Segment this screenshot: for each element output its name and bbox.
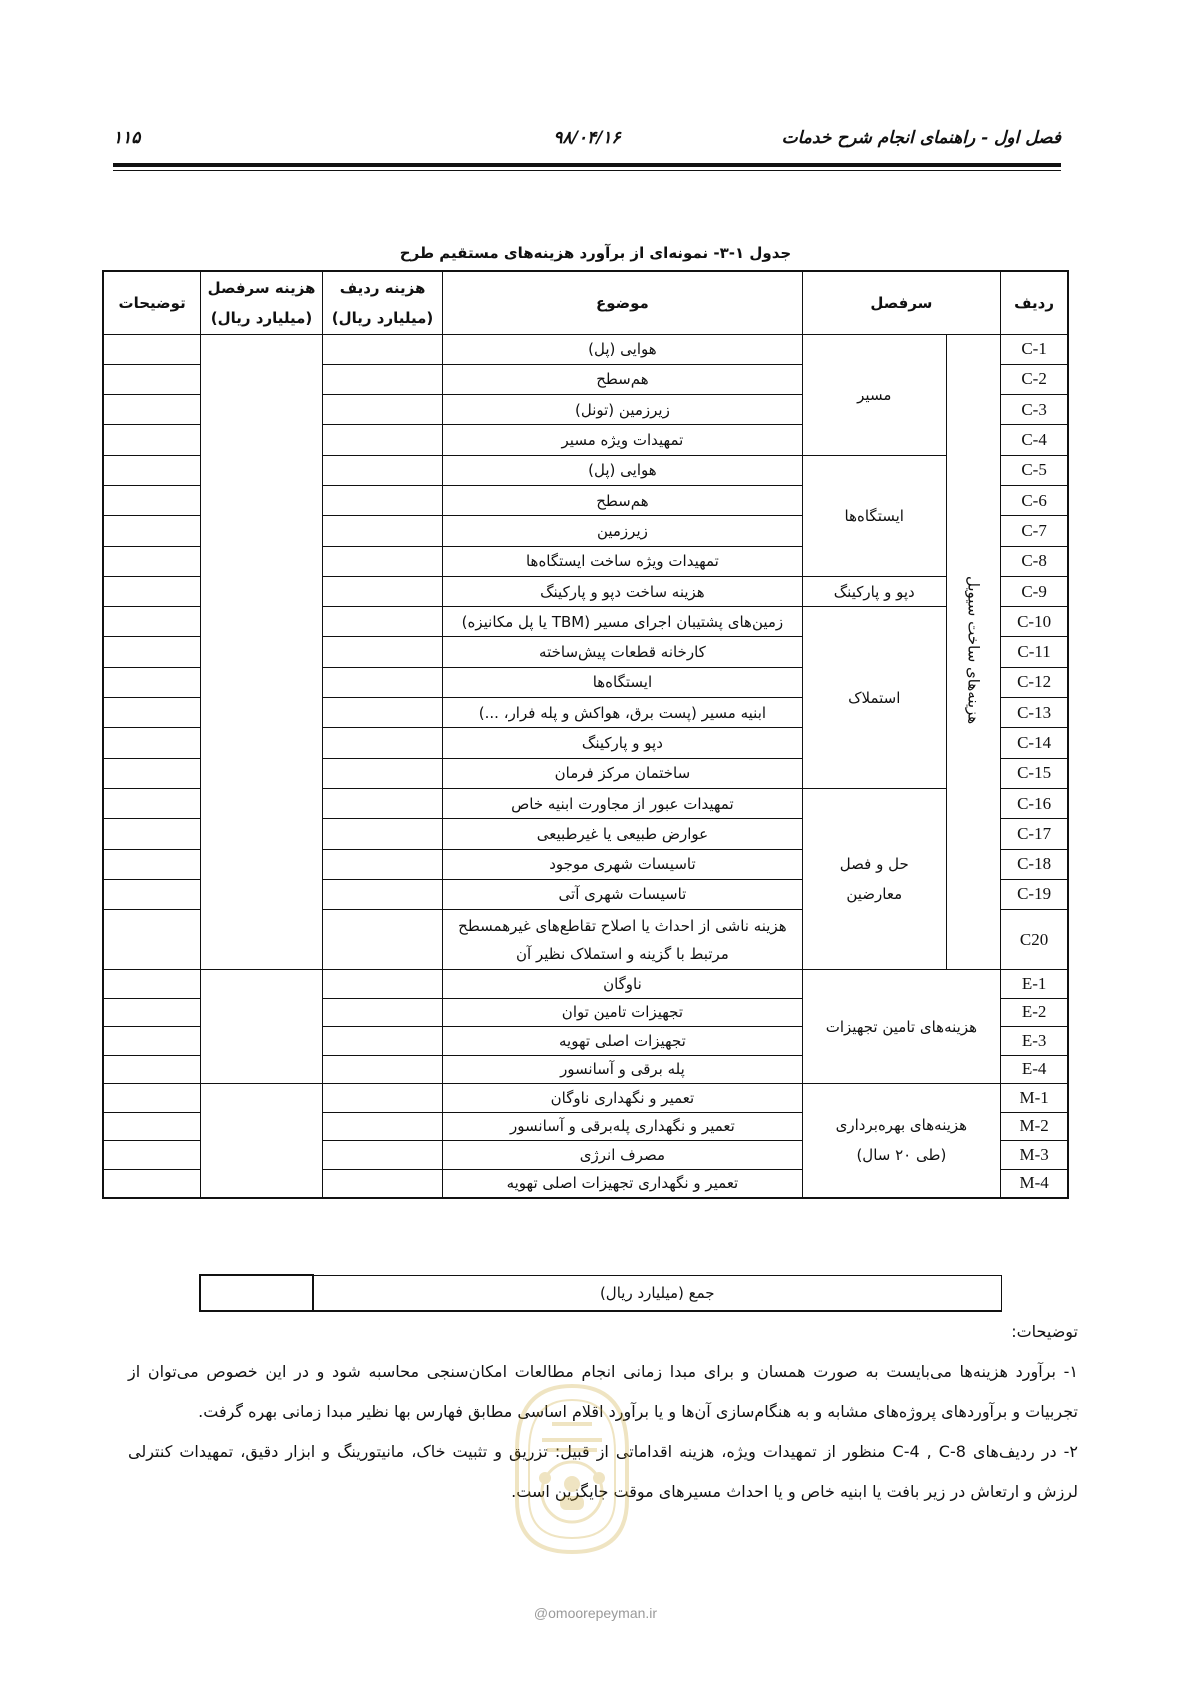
row-subject: ابنیه مسیر (پست برق، هواکش و پله فرار، ...) — [443, 698, 802, 728]
row-code: C-4 — [1001, 425, 1068, 455]
row-cost-cell — [322, 576, 442, 606]
row-subject: دپو و پارکینگ — [443, 728, 802, 758]
section-cell: هزینه‌های بهره‌برداری (طی ۲۰ سال) — [802, 1084, 1001, 1198]
row-cost-cell — [322, 425, 442, 455]
row-cost-cell — [322, 395, 442, 425]
row-cost-cell — [322, 849, 442, 879]
header-sarfasl: سرفصل — [802, 271, 1001, 334]
table-row — [103, 970, 1068, 999]
row-cost-cell — [322, 485, 442, 515]
row-cost-cell — [322, 607, 442, 637]
row-code: C-13 — [1001, 698, 1068, 728]
header-mozoo: موضوع — [443, 271, 802, 334]
notes-cell — [103, 516, 201, 546]
notes-cell — [103, 485, 201, 515]
total-row — [200, 1275, 1001, 1311]
row-subject: تجهیزات تامین توان — [443, 998, 802, 1027]
row-subject: هم‌سطح — [443, 485, 802, 515]
row-cost-cell — [322, 667, 442, 697]
row-subject: تمهیدات ویژه مسیر — [443, 425, 802, 455]
header-rule-thin — [113, 170, 1061, 171]
section-cell: ایستگاه‌ها — [802, 455, 946, 576]
row-cost-cell — [322, 364, 442, 394]
section-cell: استملاک — [802, 607, 946, 789]
row-cost-cell — [322, 637, 442, 667]
row-subject: هوایی (پل) — [443, 334, 802, 364]
row-cost-cell — [322, 698, 442, 728]
row-cost-cell — [322, 788, 442, 818]
row-cost-cell — [322, 455, 442, 485]
row-code: C-9 — [1001, 576, 1068, 606]
row-subject: کارخانه قطعات پیش‌ساخته — [443, 637, 802, 667]
row-code: C-16 — [1001, 788, 1068, 818]
row-subject: زیرزمین — [443, 516, 802, 546]
row-code: M-4 — [1001, 1169, 1068, 1198]
row-cost-cell — [322, 1084, 442, 1113]
row-subject: تعمیر و نگهداری پله‌برقی و آسانسور — [443, 1112, 802, 1141]
notes-cell — [103, 788, 201, 818]
row-subject: تجهیزات اصلی تهویه — [443, 1027, 802, 1056]
row-cost-cell — [322, 819, 442, 849]
row-cost-cell — [322, 1112, 442, 1141]
row-subject: تمهیدات عبور از مجاورت ابنیه خاص — [443, 788, 802, 818]
row-subject: هم‌سطح — [443, 364, 802, 394]
row-code: C-3 — [1001, 395, 1068, 425]
row-code: E-2 — [1001, 998, 1068, 1027]
notes-cell — [103, 849, 201, 879]
row-subject: ایستگاه‌ها — [443, 667, 802, 697]
row-subject: هزینه ناشی از احداث یا اصلاح تقاطع‌های غیرهمسطح مرتبط با گزینه و استملاک نظیر آن — [443, 910, 802, 970]
row-cost-cell — [322, 1169, 442, 1198]
header-radif: ردیف — [1001, 271, 1068, 334]
row-code: E-4 — [1001, 1055, 1068, 1084]
chapter-title: فصل اول - راهنمای انجام شرح خدمات — [781, 128, 1061, 148]
notes-cell — [103, 879, 201, 909]
notes-cell — [103, 1084, 201, 1113]
row-subject: هزینه ساخت دپو و پارکینگ — [443, 576, 802, 606]
row-subject: زمین‌های پشتیبان اجرای مسیر (TBM یا پل مکانیزه) — [443, 607, 802, 637]
row-code: C-19 — [1001, 879, 1068, 909]
row-subject: عوارض طبیعی یا غیرطبیعی — [443, 819, 802, 849]
row-cost-cell — [322, 516, 442, 546]
main-category-cell — [946, 334, 1000, 970]
row-cost-cell — [322, 970, 442, 999]
row-code: M-2 — [1001, 1112, 1068, 1141]
page-header — [113, 128, 1061, 152]
section-cell: حل و فصل معارضین — [802, 788, 946, 969]
watermark-url: @omoorepeyman.ir — [533, 1605, 658, 1621]
row-code: C-2 — [1001, 364, 1068, 394]
row-subject: ساختمان مرکز فرمان — [443, 758, 802, 788]
watermark-seal-icon — [497, 1380, 647, 1558]
table-row — [103, 1084, 1068, 1113]
notes-cell — [103, 1169, 201, 1198]
section-cost-cell — [201, 334, 323, 970]
main-category-label: هزینه‌های ساخت سیویل — [964, 575, 983, 724]
notes-cell — [103, 758, 201, 788]
row-code: C-12 — [1001, 667, 1068, 697]
row-code: C-1 — [1001, 334, 1068, 364]
notes-cell — [103, 970, 201, 999]
notes-cell — [103, 576, 201, 606]
table-caption: جدول ۱-۳- نمونه‌ای از برآورد هزینه‌های مستقیم طرح — [399, 244, 792, 262]
notes-heading: توضیحات: — [1011, 1322, 1078, 1341]
notes-cell — [103, 667, 201, 697]
notes-cell — [103, 1055, 201, 1084]
notes-cell — [103, 364, 201, 394]
section-cell: هزینه‌های تامین تجهیزات — [802, 970, 1001, 1084]
row-cost-cell — [322, 1027, 442, 1056]
total-value-cell — [200, 1275, 313, 1311]
notes-cell — [103, 910, 201, 970]
row-cost-cell — [322, 879, 442, 909]
row-code: C-8 — [1001, 546, 1068, 576]
row-code: C-17 — [1001, 819, 1068, 849]
row-subject: ناوگان — [443, 970, 802, 999]
row-code: C-10 — [1001, 607, 1068, 637]
section-cell: مسیر — [802, 334, 946, 455]
row-subject: زیرزمین (تونل) — [443, 395, 802, 425]
header-rule-thick — [113, 163, 1061, 167]
row-subject: تاسیسات شهری آتی — [443, 879, 802, 909]
table-header-row — [103, 271, 1068, 334]
header-date: ۹۸/۰۴/۱۶ — [553, 128, 621, 148]
section-cost-cell — [201, 1084, 323, 1198]
header-notes: توضیحات — [103, 271, 201, 334]
row-subject: مصرف انرژی — [443, 1141, 802, 1170]
row-subject: تاسیسات شهری موجود — [443, 849, 802, 879]
notes-cell — [103, 546, 201, 576]
row-code: M-1 — [1001, 1084, 1068, 1113]
row-cost-cell — [322, 758, 442, 788]
total-table — [199, 1274, 1002, 1312]
row-code: E-3 — [1001, 1027, 1068, 1056]
notes-cell — [103, 698, 201, 728]
row-subject: پله برقی و آسانسور — [443, 1055, 802, 1084]
table-row — [103, 334, 1068, 364]
notes-cell — [103, 728, 201, 758]
notes-cell — [103, 1141, 201, 1170]
notes-cell — [103, 1112, 201, 1141]
notes-cell — [103, 425, 201, 455]
header-section-cost: هزینه سرفصل (میلیارد ریال) — [201, 271, 323, 334]
row-cost-cell — [322, 334, 442, 364]
total-label: جمع (میلیارد ریال) — [313, 1275, 1001, 1311]
row-subject: تعمیر و نگهداری تجهیزات اصلی تهویه — [443, 1169, 802, 1198]
notes-cell — [103, 819, 201, 849]
notes-cell — [103, 395, 201, 425]
notes-cell — [103, 1027, 201, 1056]
notes-cell — [103, 607, 201, 637]
row-subject: هوایی (پل) — [443, 455, 802, 485]
cost-estimate-table — [102, 270, 1069, 1199]
row-cost-cell — [322, 1141, 442, 1170]
notes-cell — [103, 334, 201, 364]
notes-cell — [103, 998, 201, 1027]
row-code: C-5 — [1001, 455, 1068, 485]
row-subject: تمهیدات ویژه ساخت ایستگاه‌ها — [443, 546, 802, 576]
header-row-cost: هزینه ردیف (میلیارد ریال) — [322, 271, 442, 334]
row-code: C-15 — [1001, 758, 1068, 788]
note-2: ۲- در ردیف‌های C-4 , C-8 منظور از تمهیدات ویژه، هزینه اقداماتی از قبیل: تزریق و تثبیت خاک، مانیتورینگ و ابزار دقیق، تمهیدات کنترلی لرزش و ارتعاش در زیر بافت یا ابنیه خاص و یا احداث مسیرهای موقت جایگزین است. — [128, 1442, 1078, 1501]
row-code: C20 — [1001, 910, 1068, 970]
row-cost-cell — [322, 998, 442, 1027]
row-cost-cell — [322, 728, 442, 758]
row-cost-cell — [322, 546, 442, 576]
page-number: ۱۱۵ — [113, 128, 141, 148]
row-code: C-7 — [1001, 516, 1068, 546]
notes-cell — [103, 455, 201, 485]
row-cost-cell — [322, 1055, 442, 1084]
row-code: M-3 — [1001, 1141, 1068, 1170]
row-cost-cell — [322, 910, 442, 970]
row-code: E-1 — [1001, 970, 1068, 999]
note-1: ۱- برآورد هزینه‌ها می‌بایست به صورت همسان و برای مبدا زمانی انجام مطالعات امکان‌سنجی محاسبه شود و در این خصوص می‌توان از تجربیات و برآوردهای پروژه‌های مشابه و به هنگام‌سازی آن‌ها و یا برآورد اقلام اساسی مطابق فهارس بها نظیر مبدا زمانی بهره گرفت. — [128, 1362, 1078, 1421]
section-cell: دپو و پارکینگ — [802, 576, 946, 606]
row-code: C-11 — [1001, 637, 1068, 667]
row-subject: تعمیر و نگهداری ناوگان — [443, 1084, 802, 1113]
notes-cell — [103, 637, 201, 667]
section-cost-cell — [201, 970, 323, 1084]
row-code: C-14 — [1001, 728, 1068, 758]
row-code: C-6 — [1001, 485, 1068, 515]
row-code: C-18 — [1001, 849, 1068, 879]
